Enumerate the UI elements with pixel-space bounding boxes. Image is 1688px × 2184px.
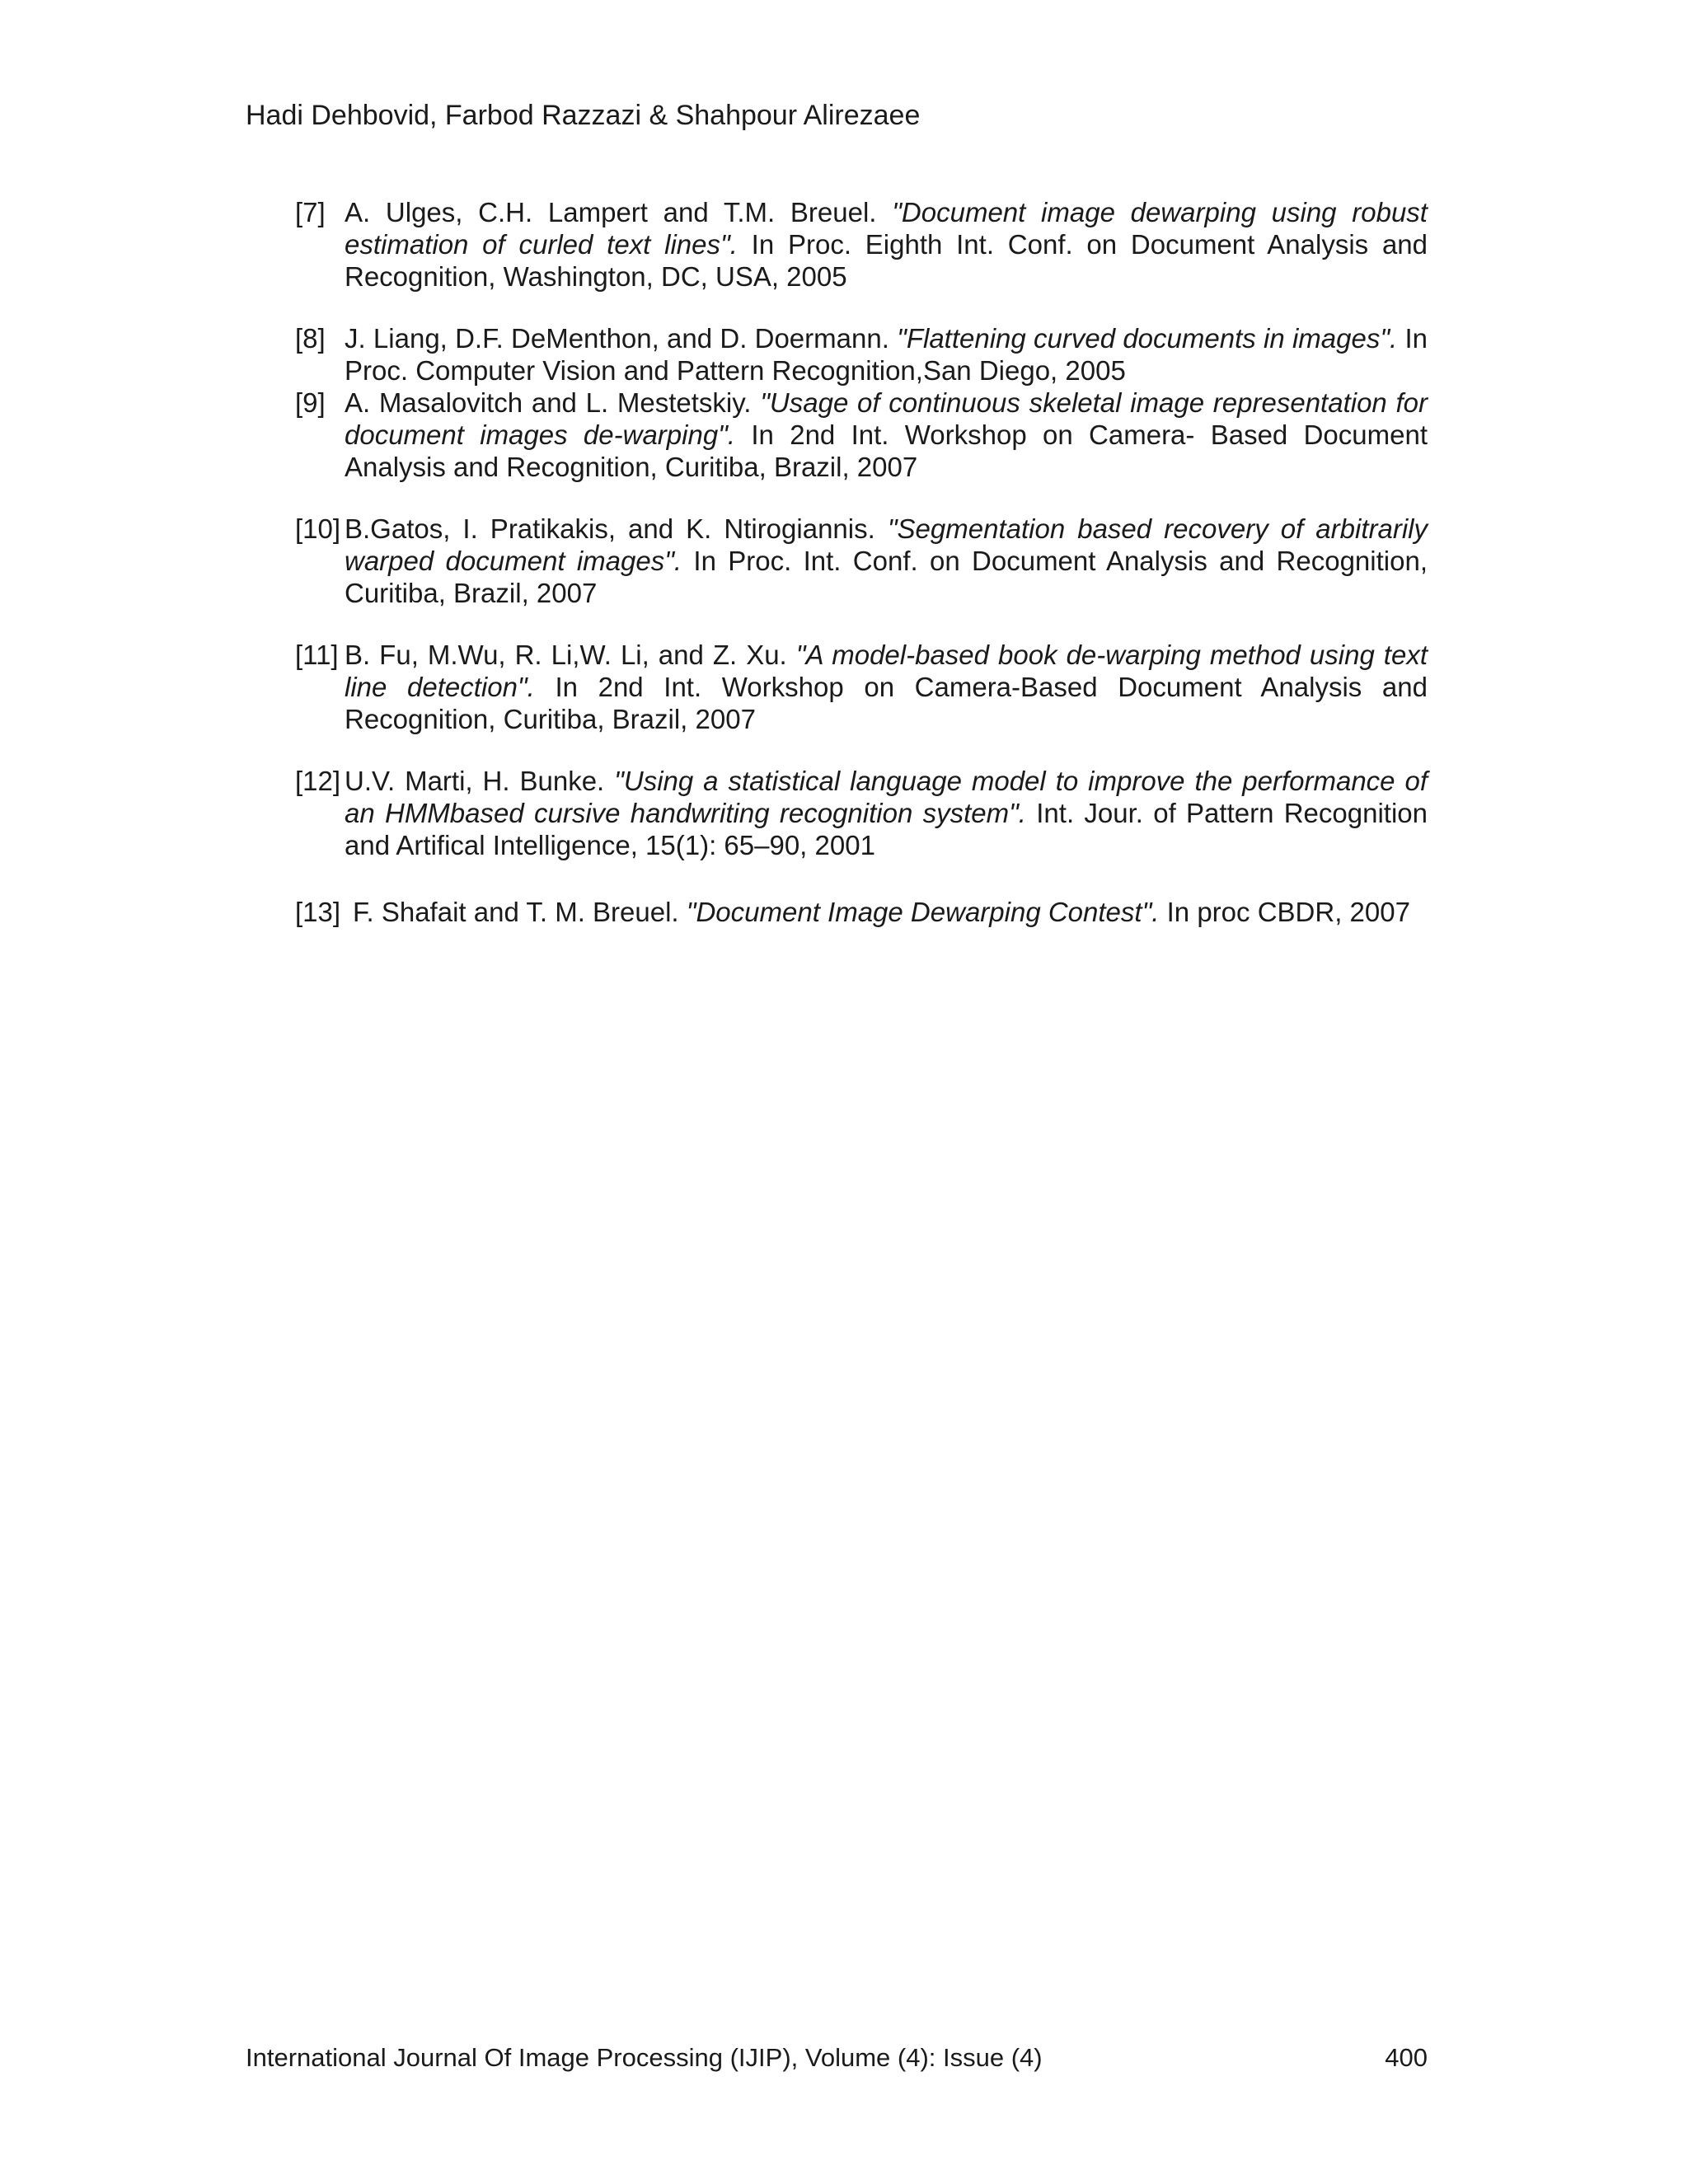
reference-number: [9] — [295, 387, 326, 418]
reference-venue: In proc CBDR, 2007 — [1159, 897, 1410, 927]
reference-text — [345, 513, 1428, 609]
reference-authors: A. Ulges, C.H. Lampert and T.M. Breuel. — [345, 197, 893, 227]
reference-title: "Using a statistical language model to improve the performance of an HMMbased cursive handwriting recognition system". — [345, 766, 1428, 828]
reference-item-13 — [295, 896, 1428, 928]
reference-venue: In Proc. Int. Conf. on Document Analysis and Recognition, Curitiba, Brazil, 2007 — [345, 546, 1428, 608]
reference-text — [345, 896, 1428, 928]
reference-item-10 — [295, 513, 1428, 609]
reference-venue: In Proc. Eighth Int. Conf. on Document Analysis and Recognition, Washington, DC, USA, 2005 — [345, 229, 1428, 292]
reference-title: "Usage of continuous skeletal image representation for document images de-warping". — [345, 387, 1428, 450]
reference-venue: Int. Jour. of Pattern Recognition and Artifical Intelligence, 15(1): 65–90, 2001 — [345, 798, 1428, 860]
reference-list — [295, 196, 1428, 928]
reference-title: "A model-based book de-warping method using text line detection". — [345, 640, 1428, 702]
reference-text — [345, 387, 1428, 483]
reference-title: "Document Image Dewarping Contest". — [686, 897, 1160, 927]
reference-title: "Document image dewarping using robust estimation of curled text lines". — [345, 197, 1428, 260]
reference-authors: F. Shafait and T. M. Breuel. — [353, 897, 687, 927]
reference-number: [13] — [295, 897, 341, 927]
reference-item-7 — [295, 196, 1428, 293]
running-header-authors: Hadi Dehbovid, Farbod Razzazi & Shahpour Alirezaee — [246, 100, 921, 131]
reference-authors: U.V. Marti, H. Bunke. — [345, 766, 615, 796]
reference-text — [345, 196, 1428, 293]
reference-venue: In Proc. Computer Vision and Pattern Recognition,San Diego, 2005 — [345, 323, 1428, 386]
reference-number: [11] — [295, 640, 339, 670]
reference-item-8 — [295, 322, 1428, 387]
reference-number: [8] — [295, 323, 326, 354]
reference-authors: B. Fu, M.Wu, R. Li,W. Li, and Z. Xu. — [345, 640, 796, 670]
reference-item-9 — [295, 387, 1428, 483]
reference-text — [345, 322, 1428, 387]
reference-authors: J. Liang, D.F. DeMenthon, and D. Doermann. — [345, 323, 898, 354]
page-number: 400 — [1385, 2043, 1428, 2072]
reference-item-11 — [295, 639, 1428, 735]
reference-number: [12] — [295, 766, 341, 796]
reference-text — [345, 765, 1428, 861]
reference-text — [345, 639, 1428, 735]
reference-authors: A. Masalovitch and L. Mestetskiy. — [345, 387, 761, 418]
reference-number: [10] — [295, 513, 341, 544]
reference-title: "Flattening curved documents in images". — [897, 323, 1398, 354]
reference-venue: In 2nd Int. Workshop on Camera-Based Document Analysis and Recognition, Curitiba, Brazil, 2007 — [345, 672, 1428, 734]
reference-item-12 — [295, 765, 1428, 861]
reference-venue: In 2nd Int. Workshop on Camera- Based Document Analysis and Recognition, Curitiba, Brazil, 2007 — [345, 419, 1428, 482]
reference-title: "Segmentation based recovery of arbitrarily warped document images". — [345, 513, 1428, 576]
reference-authors: B.Gatos, I. Pratikakis, and K. Ntirogiannis. — [345, 513, 888, 544]
journal-name: International Journal Of Image Processing (IJIP), Volume (4): Issue (4) — [246, 2043, 1043, 2072]
reference-number: [7] — [295, 197, 326, 227]
